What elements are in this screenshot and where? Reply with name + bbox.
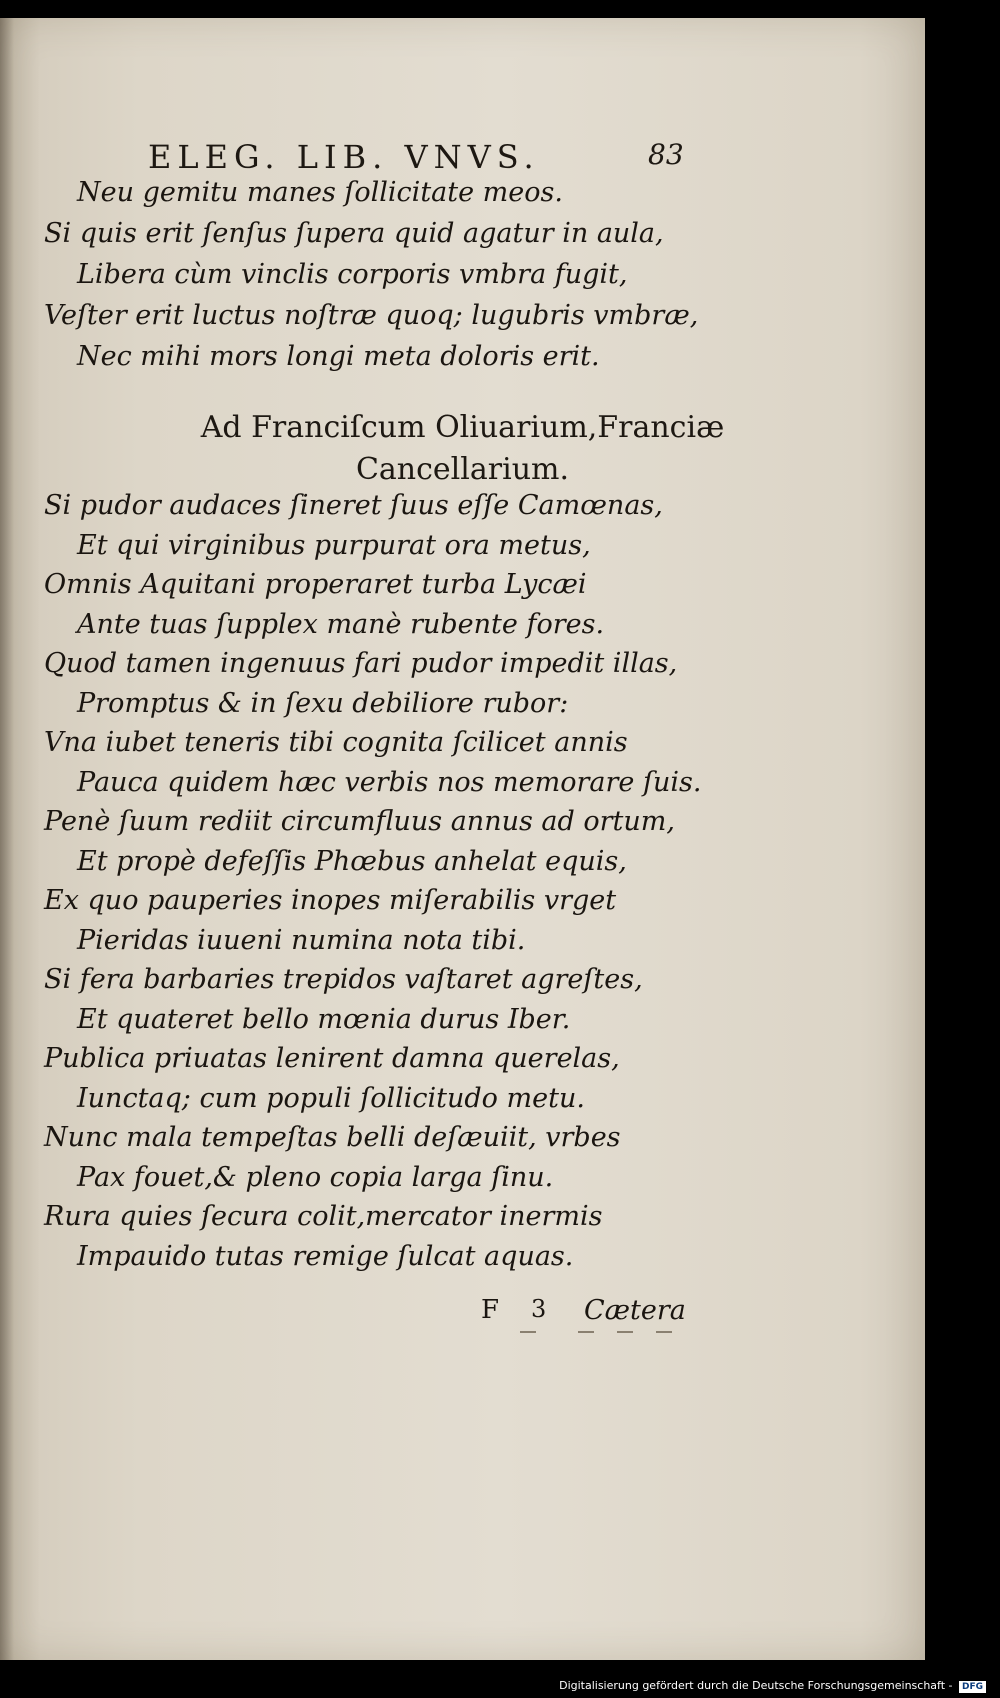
poem-heading-line-1: Ad Franciſcum Oliuarium,Franciæ xyxy=(200,410,725,445)
running-title: ELEG. LIB. VNVS. xyxy=(148,138,540,176)
verse-line: Nec mihi mors longi meta doloris erit. xyxy=(77,341,600,372)
verse-line: Ex quo pauperies inopes miſerabilis vrget xyxy=(44,885,617,916)
rule-mark xyxy=(520,1331,536,1333)
verse-line: Pauca quidem hæc verbis nos memorare ſuis. xyxy=(77,766,702,798)
credit-text: Digitalisierung gefördert durch die Deutsche Forschungsgemeinschaft - xyxy=(559,1679,953,1692)
verse-line: Rura quies ſecura colit,mercator inermis xyxy=(44,1201,603,1232)
verse-line: Si fera barbaries trepidos vaſtaret agreſtes, xyxy=(44,964,643,995)
verse-line: Penè ſuum rediit circumfluus annus ad ortum, xyxy=(44,806,675,837)
rule-mark xyxy=(578,1331,594,1333)
verse-line: Promptus & in ſexu debiliore rubor: xyxy=(77,687,569,719)
poem-heading xyxy=(0,407,925,491)
verse-line: Publica priuatas lenirent damna querelas, xyxy=(44,1043,620,1074)
dfg-logo: DFG xyxy=(959,1681,986,1693)
verse-line: Et quateret bello mœnia durus Iber. xyxy=(77,1003,571,1035)
book-page xyxy=(0,18,925,1660)
verse-line: Ante tuas ſupplex manè rubente fores. xyxy=(77,608,605,640)
signature-mark: F xyxy=(481,1295,500,1325)
rule-mark xyxy=(656,1331,672,1333)
verse-line: Omnis Aquitani properaret turba Lycæi xyxy=(44,569,587,600)
verse-line: Impauido tutas remige ſulcat aquas. xyxy=(77,1240,574,1272)
verse-line: Pax fouet,& pleno copia larga ſinu. xyxy=(77,1161,554,1193)
digitization-credit xyxy=(559,1679,986,1693)
verse-line: Libera cùm vinclis corporis vmbra fugit, xyxy=(77,259,628,290)
running-head xyxy=(0,138,925,178)
verse-line: Neu gemitu manes ſollicitate meos. xyxy=(77,177,563,208)
verse-line: Pieridas iuueni numina nota tibi. xyxy=(77,924,526,956)
verse-line: Si quis erit ſenſus ſupera quid agatur in aula, xyxy=(44,218,664,249)
page-number: 83 xyxy=(648,138,684,171)
poem-heading-line-2: Cancellarium. xyxy=(355,452,570,487)
catchword: Cætera xyxy=(584,1295,686,1326)
verse-line: Veſter erit luctus noſtræ quoq; lugubris vmbræ, xyxy=(44,300,699,331)
page-footer xyxy=(0,1295,925,1335)
rule-mark xyxy=(617,1331,633,1333)
verse-line: Nunc mala tempeſtas belli deſæuiit, vrbes xyxy=(44,1122,621,1153)
verse-line: Et qui virginibus purpurat ora metus, xyxy=(77,529,591,561)
verse-line: Vna iubet teneris tibi cognita ſcilicet annis xyxy=(44,727,628,758)
verse-line: Si pudor audaces ſineret ſuus eſſe Camœnas, xyxy=(44,490,663,521)
verse-line: Iunctaq; cum populi ſollicitudo metu. xyxy=(77,1082,585,1114)
verse-line: Et propè defeſſis Phœbus anhelat equis, xyxy=(77,845,627,877)
verse-line: Quod tamen ingenuus fari pudor impedit illas, xyxy=(44,648,678,679)
signature-number: 3 xyxy=(531,1295,547,1323)
